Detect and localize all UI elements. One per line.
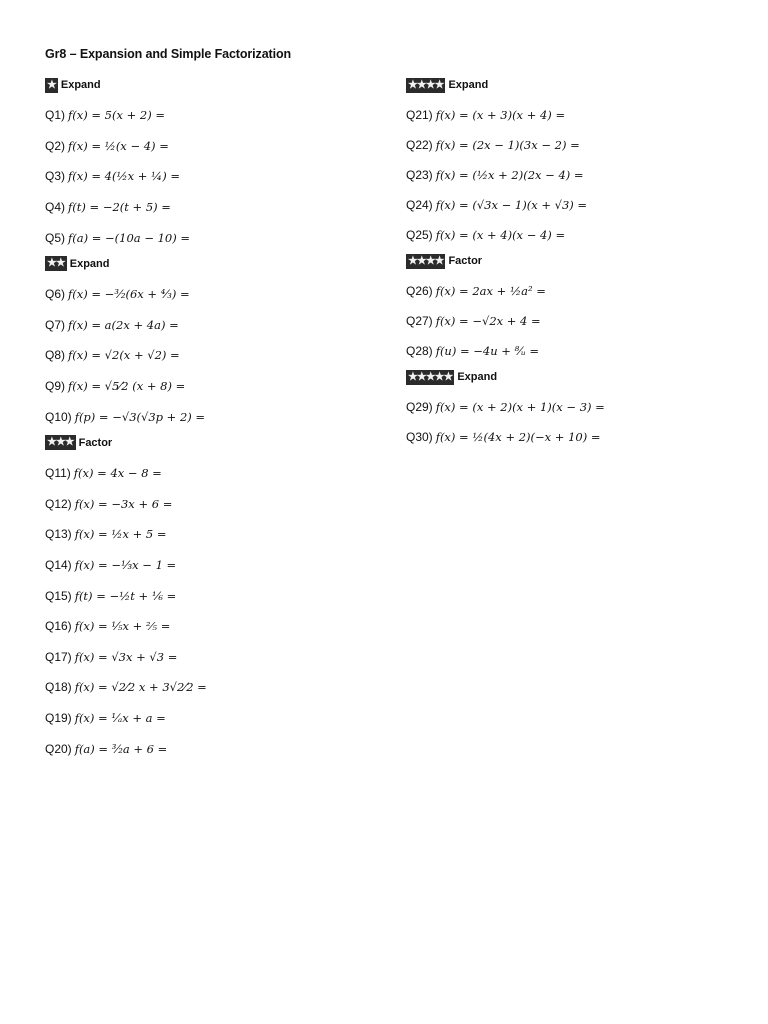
question-number: Q27) (406, 314, 433, 328)
question-item (45, 222, 395, 253)
question-expression: f(x) = 2ax + ½a² = (435, 284, 546, 298)
question-item (406, 100, 756, 130)
question-item (45, 100, 395, 131)
question-item (45, 371, 395, 402)
question-number: Q12) (45, 496, 72, 511)
question-expression: f(t) = −½t + ⅙ = (74, 588, 177, 603)
question-expression: f(x) = (2x − 1)(3x − 2) = (435, 138, 580, 152)
question-expression: f(x) = √2⁄2 x + 3√2⁄2 = (74, 680, 207, 695)
question-expression: f(x) = √3x + √3 = (74, 649, 178, 664)
question-item (406, 190, 756, 220)
section-header (45, 432, 395, 454)
question-expression: f(u) = −4u + ⁸⁄ᵤ = (435, 344, 539, 358)
question-number: Q28) (406, 344, 433, 358)
question-expression: f(x) = ½(4x + 2)(−x + 10) = (435, 430, 601, 444)
question-item (45, 611, 395, 642)
star-rating-icon: ★★★★★ (408, 370, 453, 383)
question-expression: f(x) = (½x + 2)(2x − 4) = (435, 168, 584, 182)
question-item (45, 733, 395, 764)
question-number: Q19) (45, 710, 72, 725)
question-number: Q7) (45, 317, 66, 332)
question-number: Q8) (45, 348, 66, 363)
question-item (45, 161, 395, 192)
question-number: Q4) (45, 200, 66, 215)
question-item (45, 550, 395, 581)
question-number: Q23) (406, 168, 433, 182)
question-number: Q14) (45, 558, 72, 573)
star-rating-icon: ★★ (47, 257, 65, 270)
question-item (45, 340, 395, 371)
section-label: Expand (60, 79, 101, 91)
section-header (406, 74, 756, 96)
question-expression: f(x) = −√2x + 4 = (435, 314, 541, 328)
question-item (45, 192, 395, 223)
section-label: Factor (78, 436, 113, 449)
question-expression: f(x) = 4(½x + ¼) = (68, 169, 180, 184)
question-expression: f(x) = (x + 3)(x + 4) = (435, 108, 566, 122)
section-label: Expand (448, 79, 489, 91)
question-expression: f(x) = (√3x − 1)(x + √3) = (435, 198, 588, 212)
question-expression: f(x) = (x + 2)(x + 1)(x − 3) = (435, 400, 605, 414)
star-rating-icon: ★★★ (47, 436, 74, 449)
section-label: Expand (457, 371, 498, 383)
question-expression: f(x) = ⅕x + ⅖ = (74, 619, 171, 634)
question-number: Q10) (45, 409, 72, 424)
star-rating-icon: ★★★★ (408, 78, 444, 91)
question-expression: f(x) = (x + 4)(x − 4) = (435, 228, 566, 242)
section-header (406, 250, 756, 272)
question-number: Q24) (406, 198, 433, 212)
section-label: Factor (448, 255, 483, 267)
question-item (406, 276, 756, 306)
question-expression: f(x) = −⅓x − 1 = (74, 558, 177, 573)
question-expression: f(x) = 5(x + 2) = (68, 108, 166, 123)
question-expression: f(t) = −2(t + 5) = (68, 200, 171, 215)
question-expression: f(x) = −³⁄₂(6x + ⁴⁄₃) = (68, 287, 190, 302)
question-item (406, 392, 756, 422)
question-number: Q9) (45, 379, 66, 394)
question-item (406, 220, 756, 250)
page-title: Gr8 – Expansion and Simple Factorization (45, 47, 292, 61)
question-number: Q18) (45, 680, 72, 695)
question-item (45, 519, 395, 550)
section-header (45, 253, 395, 275)
question-expression: f(a) = −(10a − 10) = (68, 230, 191, 245)
question-number: Q15) (45, 588, 72, 603)
question-number: Q29) (406, 400, 433, 414)
star-rating-icon: ★ (47, 78, 56, 91)
question-expression: f(x) = ¹⁄ₐx + a = (74, 710, 166, 725)
question-item (45, 279, 395, 310)
question-number: Q17) (45, 649, 72, 664)
question-number: Q30) (406, 430, 433, 444)
question-item (406, 422, 756, 452)
question-number: Q25) (406, 228, 433, 242)
question-item (45, 310, 395, 341)
question-item (406, 130, 756, 160)
question-number: Q20) (45, 741, 72, 756)
question-number: Q11) (45, 466, 71, 481)
section-label: Expand (69, 257, 110, 270)
star-rating-icon: ★★★★ (408, 254, 444, 267)
question-expression: f(x) = √5⁄2 (x + 8) = (68, 379, 186, 394)
left-column (45, 74, 395, 764)
question-number: Q1) (45, 108, 66, 123)
question-expression: f(x) = ½(x − 4) = (68, 138, 169, 153)
question-number: Q21) (406, 108, 433, 122)
question-number: Q2) (45, 138, 66, 153)
question-item (406, 306, 756, 336)
question-expression: f(x) = √2(x + √2) = (68, 348, 180, 363)
question-item (45, 458, 395, 489)
question-expression: f(a) = ³⁄₂a + 6 = (74, 741, 168, 756)
question-item (45, 642, 395, 673)
section-header (45, 74, 395, 96)
question-item (45, 401, 395, 432)
question-item (45, 489, 395, 520)
question-item (45, 131, 395, 162)
question-expression: f(x) = 4x − 8 = (73, 466, 162, 481)
question-number: Q5) (45, 230, 66, 245)
question-number: Q26) (406, 284, 433, 298)
question-expression: f(x) = −3x + 6 = (74, 496, 173, 511)
question-item (406, 160, 756, 190)
question-expression: f(x) = a(2x + 4a) = (68, 317, 179, 332)
question-number: Q13) (45, 527, 72, 542)
question-item (45, 580, 395, 611)
question-expression: f(x) = ½x + 5 = (74, 527, 167, 542)
right-column (406, 74, 756, 452)
question-number: Q6) (45, 287, 66, 302)
question-number: Q3) (45, 169, 66, 184)
question-expression: f(p) = −√3(√3p + 2) = (74, 409, 206, 424)
question-number: Q22) (406, 138, 433, 152)
question-item (406, 336, 756, 366)
question-number: Q16) (45, 619, 72, 634)
section-header (406, 366, 756, 388)
question-item (45, 672, 395, 703)
question-item (45, 703, 395, 734)
